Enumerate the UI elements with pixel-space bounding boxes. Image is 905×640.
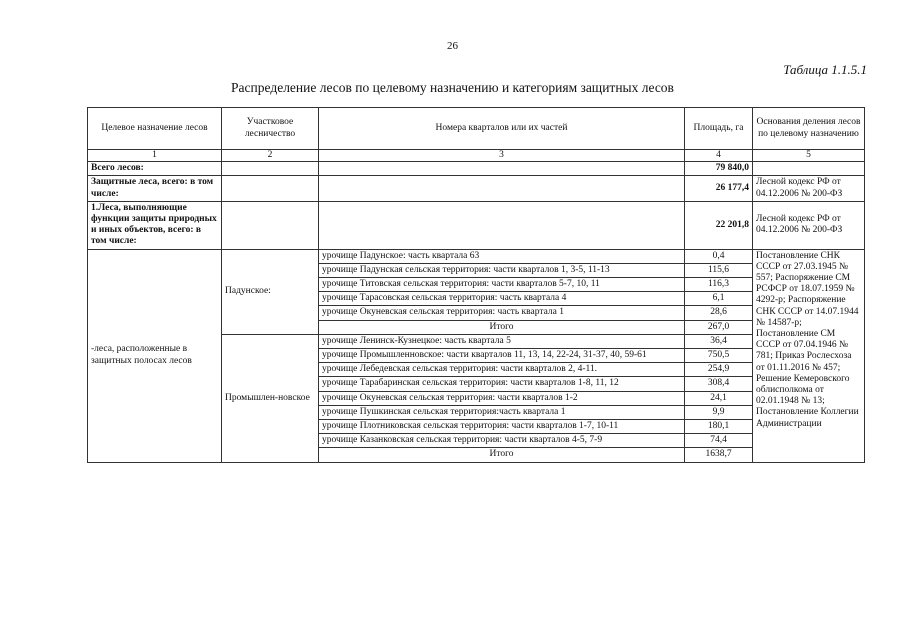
- area-cell: 308,4: [685, 377, 753, 391]
- area-cell: 28,6: [685, 306, 753, 320]
- header-area: Площадь, га: [685, 108, 753, 150]
- protective-row: [88, 176, 865, 201]
- col-number: 4: [685, 150, 753, 162]
- header-row: [88, 108, 865, 150]
- group-basis: Постановление СНК СССР от 27.03.1945 № 557; Распоряжение СМ РСФСР от 18.07.1959 № 4292-р; Распоряжение СНК СССР от 14.07.1944 № 14587-р; Постановление СМ СССР от 07.04.1946 № 781; Приказ Рослесхоза от 01.11.2016 № 457; Решение Кемеровского облисполкома от 02.01.1948 № 13; Постановление Коллегии Администрации: [753, 249, 865, 462]
- table-row: [88, 249, 865, 263]
- column-number-row: [88, 150, 865, 162]
- area-cell: 6,1: [685, 292, 753, 306]
- area-cell: 116,3: [685, 278, 753, 292]
- header-quarters: Номера кварталов или их частей: [319, 108, 685, 150]
- protective-basis: Лесной кодекс РФ от 04.12.2006 № 200-ФЗ: [753, 176, 865, 201]
- quarter-cell: урочище Окуневская сельская территория: части кварталов 1-2: [319, 391, 685, 405]
- category1-label: 1.Леса, выполняющие функции защиты природных и иных объектов, всего: в том числе:: [88, 201, 222, 249]
- area-cell: 180,1: [685, 420, 753, 434]
- protective-label: Защитные леса, всего: в том числе:: [88, 176, 222, 201]
- col-number: 5: [753, 150, 865, 162]
- area-cell: 115,6: [685, 263, 753, 277]
- group-label: -леса, расположенные в защитных полосах лесов: [88, 249, 222, 462]
- quarter-cell: урочище Плотниковская сельская территория: части кварталов 1-7, 10-11: [319, 420, 685, 434]
- area-cell: 750,5: [685, 349, 753, 363]
- area-cell: 24,1: [685, 391, 753, 405]
- quarter-cell: урочище Окуневская сельская территория: часть квартала 1: [319, 306, 685, 320]
- quarter-cell: урочище Титовская сельская территория: части кварталов 5-7, 10, 11: [319, 278, 685, 292]
- area-cell: 254,9: [685, 363, 753, 377]
- district-promyshlennovskoe: Промышлен-новское: [222, 334, 319, 462]
- page-number: 26: [447, 40, 458, 52]
- category1-row: [88, 201, 865, 249]
- protective-area: 26 177,4: [685, 176, 753, 201]
- district-padunskoe: Падунское:: [222, 249, 319, 334]
- subtotal-area: 267,0: [685, 320, 753, 334]
- quarter-cell: урочище Падунская сельская территория: части кварталов 1, 3-5, 11-13: [319, 263, 685, 277]
- header-district: Участковое лесничество: [222, 108, 319, 150]
- all-forests-row: [88, 162, 865, 176]
- area-cell: 0,4: [685, 249, 753, 263]
- quarter-cell: урочище Промышленновское: части кварталов 11, 13, 14, 22-24, 31-37, 40, 59-61: [319, 349, 685, 363]
- col-number: 2: [222, 150, 319, 162]
- subtotal-label: Итого: [319, 320, 685, 334]
- header-purpose: Целевое назначение лесов: [88, 108, 222, 150]
- quarter-cell: урочище Тарабаринская сельская территория: части кварталов 1-8, 11, 12: [319, 377, 685, 391]
- table-label: Таблица 1.1.5.1: [783, 62, 867, 77]
- quarter-cell: урочище Казанковская сельская территория: части кварталов 4-5, 7-9: [319, 434, 685, 448]
- col-number: 3: [319, 150, 685, 162]
- quarter-cell: урочище Падунское: часть квартала 63: [319, 249, 685, 263]
- category1-basis: Лесной кодекс РФ от 04.12.2006 № 200-ФЗ: [753, 201, 865, 249]
- col-number: 1: [88, 150, 222, 162]
- all-forests-area: 79 840,0: [685, 162, 753, 176]
- all-forests-label: Всего лесов:: [88, 162, 222, 176]
- table-title: Распределение лесов по целевому назначению и категориям защитных лесов: [231, 80, 674, 95]
- quarter-cell: урочище Ленинск-Кузнецкое: часть квартала 5: [319, 334, 685, 348]
- subtotal-area: 1638,7: [685, 448, 753, 462]
- area-cell: 9,9: [685, 405, 753, 419]
- header-basis: Основания деления лесов по целевому назначению: [753, 108, 865, 150]
- area-cell: 36,4: [685, 334, 753, 348]
- quarter-cell: урочище Пушкинская сельская территория:часть квартала 1: [319, 405, 685, 419]
- quarter-cell: урочище Тарасовская сельская территория: часть квартала 4: [319, 292, 685, 306]
- forest-distribution-table: [87, 107, 865, 463]
- category1-area: 22 201,8: [685, 201, 753, 249]
- subtotal-label: Итого: [319, 448, 685, 462]
- quarter-cell: урочище Лебедевская сельская территория: части кварталов 2, 4-11.: [319, 363, 685, 377]
- area-cell: 74,4: [685, 434, 753, 448]
